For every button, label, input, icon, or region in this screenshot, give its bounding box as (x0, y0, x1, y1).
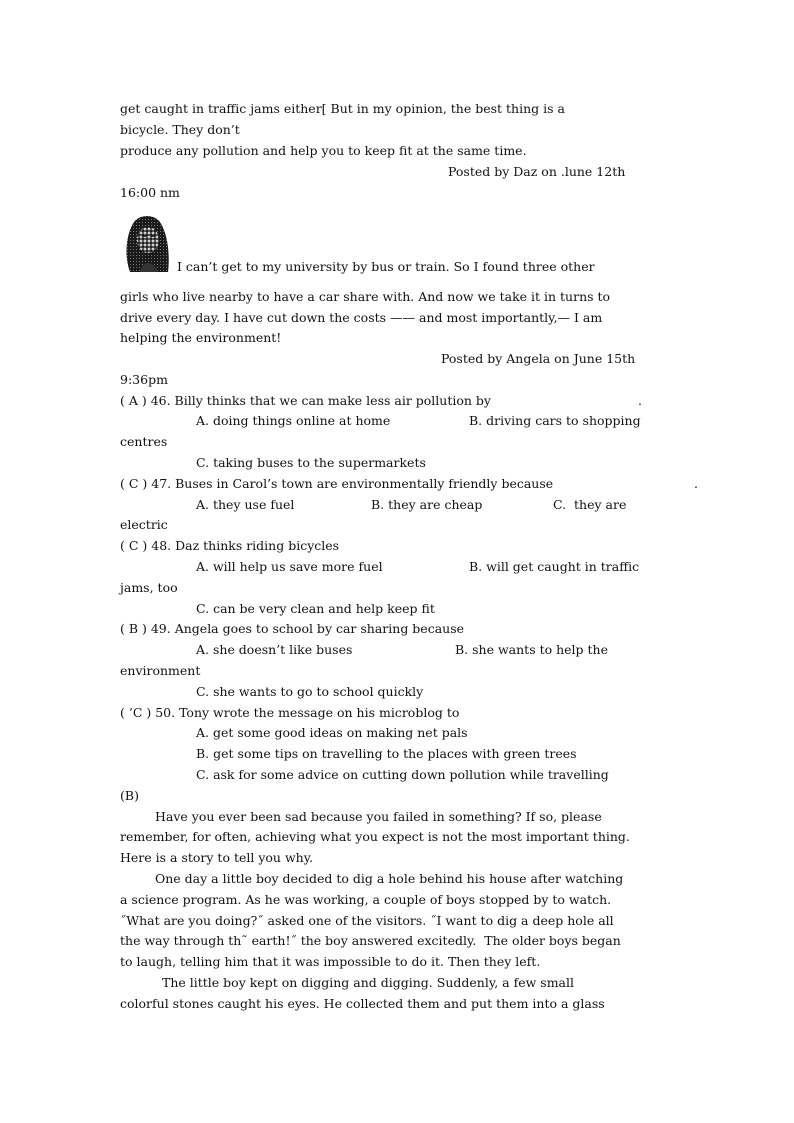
paragraph-line: The little boy kept on digging and digging. Suddenly, a few small (162, 975, 575, 990)
paragraph-line: Have you ever been sad because you failed in something? If so, please (155, 809, 602, 824)
paragraph-line: a science program. As he was working, a couple of boys stopped by to watch. (120, 892, 612, 907)
option-48-b: B. will get caught in traffic (469, 559, 640, 574)
paragraph-line: to laugh, telling him that it was impossible to do it. Then they left. (120, 954, 541, 969)
paragraph-line: One day a little boy decided to dig a hole behind his house after watching (155, 871, 624, 886)
option-47-b: B. they are cheap (371, 497, 483, 512)
text-line: bicycle. They don’t (120, 122, 240, 137)
option-47-c: C. they are (553, 497, 627, 512)
question-46: ( A ) 46. Billy thinks that we can make less air pollution by (120, 393, 491, 408)
post-time-angela: 9:36pm (120, 372, 168, 387)
text-line: girls who live nearby to have a car share with. And now we take it in turns to (120, 289, 611, 304)
option-46-c: C. taking buses to the supermarkets (196, 455, 426, 470)
option-50-a: A. get some good ideas on making net pals (196, 725, 468, 740)
question-48: ( C ) 48. Daz thinks riding bicycles (120, 538, 340, 553)
option-50-b: B. get some tips on travelling to the places with green trees (196, 746, 577, 761)
option-48-b-cont: jams, too (120, 580, 178, 595)
post-angela-first-line: I can’t get to my university by bus or train. So I found three other (177, 259, 595, 274)
section-heading-b: (B) (120, 788, 139, 803)
avatar (120, 212, 176, 272)
post-signature-daz: Posted by Daz on .lune 12th (448, 164, 626, 179)
avatar-photo-icon (120, 212, 176, 272)
text-line: helping the environment! (120, 330, 282, 345)
text-line: get caught in traffic jams either[ But in my opinion, the best thing is a (120, 101, 565, 116)
text-line: drive every day. I have cut down the costs —— and most importantly,— I am (120, 310, 603, 325)
paragraph-line: remember, for often, achieving what you expect is not the most important thing. (120, 829, 630, 844)
question-47: ( C ) 47. Buses in Carol’s town are environmentally friendly because (120, 476, 554, 491)
option-48-a: A. will help us save more fuel (196, 559, 383, 574)
paragraph-line: Here is a story to tell you why. (120, 850, 314, 865)
question-47-end: . (694, 476, 698, 491)
post-signature-angela: Posted by Angela on June 15th (441, 351, 636, 366)
option-48-c: C. can be very clean and help keep fit (196, 601, 435, 616)
option-47-a: A. they use fuel (196, 497, 295, 512)
option-49-c: C. she wants to go to school quickly (196, 684, 424, 699)
paragraph-line: ˝What are you doing?˝ asked one of the visitors. ˝I want to dig a deep hole all (120, 913, 614, 928)
question-50: ( ’C ) 50. Tony wrote the message on his microblog to (120, 705, 460, 720)
paragraph-line: colorful stones caught his eyes. He collected them and put them into a glass (120, 996, 605, 1011)
question-46-end: . (638, 393, 642, 408)
question-49: ( B ) 49. Angela goes to school by car sharing because (120, 621, 465, 636)
option-47-c-cont: electric (120, 517, 168, 532)
option-46-b: B. driving cars to shopping (469, 413, 641, 428)
option-49-a: A. she doesn’t like buses (196, 642, 353, 657)
option-49-b: B. she wants to help the (455, 642, 608, 657)
option-46-a: A. doing things online at home (196, 413, 391, 428)
option-50-c: C. ask for some advice on cutting down pollution while travelling (196, 767, 609, 782)
post-time-daz: 16:00 nm (120, 185, 180, 200)
text-line: produce any pollution and help you to keep fit at the same time. (120, 143, 527, 158)
option-46-b-cont: centres (120, 434, 168, 449)
paragraph-line: the way through th˜ earth!˝ the boy answered excitedly. The older boys began (120, 933, 621, 948)
option-49-b-cont: environment (120, 663, 201, 678)
